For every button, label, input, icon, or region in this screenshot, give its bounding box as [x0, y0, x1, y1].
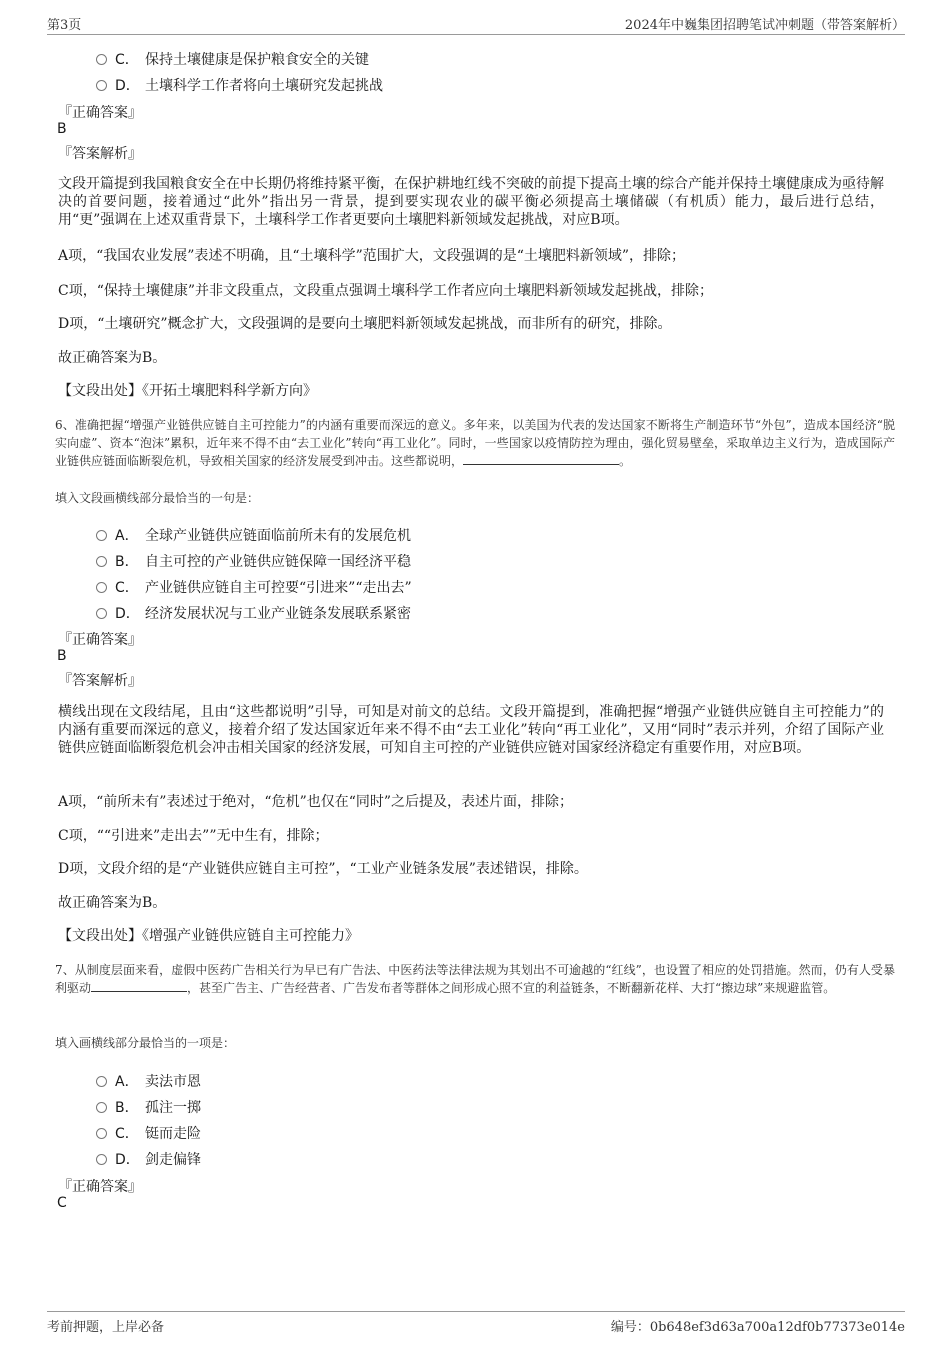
option-text: 土壤科学工作者将向土壤研究发起挑战 [145, 78, 383, 94]
q6-answer: B [57, 648, 67, 664]
page-footer [47, 1311, 905, 1336]
radio-icon[interactable] [96, 1102, 107, 1113]
option-text: 保持土壤健康是保护粮食安全的关键 [145, 52, 369, 68]
q5-note-d: D项，“土壤研究”概念扩大，文段强调的是要向土壤肥料新领域发起挑战，而非所有的研究，排除。 [58, 316, 672, 332]
q7-option-b[interactable] [96, 1097, 201, 1117]
option-text: 自主可控的产业链供应链保障一国经济平稳 [145, 554, 411, 570]
option-text: 产业链供应链自主可控要“引进来”“走出去” [145, 580, 412, 596]
q7-stem [55, 961, 895, 997]
option-text: 卖法市恩 [145, 1074, 201, 1090]
q6-option-c[interactable] [96, 577, 412, 597]
option-text: 全球产业链供应链面临前所未有的发展危机 [145, 528, 411, 544]
q6-stem-end: 。 [619, 454, 632, 468]
q6-option-d[interactable] [96, 603, 411, 623]
option-text: 孤注一掷 [145, 1100, 201, 1116]
q6-analysis-label: 『答案解析』 [58, 673, 142, 689]
radio-icon[interactable] [96, 1154, 107, 1165]
radio-icon[interactable] [96, 80, 107, 91]
option-letter: D． [115, 78, 140, 94]
q5-source: 【文段出处】《开拓土壤肥料科学新方向》 [58, 383, 317, 399]
q5-analysis: 文段开篇提到我国粮食安全在中长期仍将维持紧平衡，在保护耕地红线不突破的前提下提高土壤的综合产能并保持土壤健康成为亟待解决的首要问题，接着通过“此外”指出另一背景，提到要实现农业的碳平衡必须提高土壤储碳（有机质）能力，最后进行总结，用“更”强调在上述双重背景下，土壤科学工作者更要向土壤肥料新领域发起挑战，对应B项。 [58, 176, 884, 228]
radio-icon[interactable] [96, 530, 107, 541]
radio-icon[interactable] [96, 1128, 107, 1139]
option-letter: D． [115, 606, 140, 622]
option-letter: D． [115, 1152, 140, 1168]
q5-conclusion: 故正确答案为B。 [58, 350, 167, 366]
q6-note-d: D项，文段介绍的是“产业链供应链自主可控”，“工业产业链条发展”表述错误，排除。 [58, 861, 588, 877]
document-title: 2024年中巍集团招聘笔试冲刺题（带答案解析） [624, 18, 905, 33]
q7-stem-text-b: ，甚至广告主、广告经营者、广告发布者等群体之间形成心照不宣的利益链条，不断翻新花样、大打“擦边球”来规避监管。 [187, 981, 836, 995]
q5-option-d[interactable] [96, 75, 383, 95]
option-letter: B． [115, 1100, 139, 1116]
q6-option-b[interactable] [96, 551, 411, 571]
option-letter: A． [115, 528, 139, 544]
radio-icon[interactable] [96, 556, 107, 567]
q6-conclusion: 故正确答案为B。 [58, 895, 167, 911]
q7-option-a[interactable] [96, 1071, 201, 1091]
radio-icon[interactable] [96, 608, 107, 619]
q7-option-c[interactable] [96, 1123, 201, 1143]
q5-note-a: A项，“我国农业发展”表述不明确，且“土壤科学”范围扩大，文段强调的是“土壤肥料新领域”，排除； [58, 248, 686, 264]
q5-option-c[interactable] [96, 49, 369, 69]
q5-note-c: C项，“保持土壤健康”并非文段重点，文段重点强调土壤科学工作者应向土壤肥料新领域发起挑战，排除； [58, 283, 714, 299]
q6-note-c: C项，““引进来”走出去””无中生有，排除； [58, 828, 329, 844]
q5-analysis-label: 『答案解析』 [58, 146, 142, 162]
q6-prompt: 填入文段画横线部分最恰当的一句是： [55, 491, 260, 505]
option-letter: A． [115, 1074, 139, 1090]
q6-stem [55, 416, 895, 470]
q6-option-a[interactable] [96, 525, 411, 545]
q5-answer: B [57, 121, 67, 137]
q6-answer-label: 『正确答案』 [58, 632, 142, 648]
footer-slogan: 考前押题，上岸必备 [47, 1320, 165, 1335]
option-letter: C． [115, 580, 139, 596]
radio-icon[interactable] [96, 54, 107, 65]
page-header [47, 14, 905, 35]
page-number: 第3页 [47, 18, 82, 33]
q6-source: 【文段出处】《增强产业链供应链自主可控能力》 [58, 928, 359, 944]
option-letter: B． [115, 554, 139, 570]
option-text: 经济发展状况与工业产业链条发展联系紧密 [145, 606, 411, 622]
option-letter: C． [115, 1126, 139, 1142]
q7-answer-label: 『正确答案』 [58, 1179, 142, 1195]
q5-answer-label: 『正确答案』 [58, 105, 142, 121]
q7-stem-text-a: 7、从制度层面来看，虚假中医药广告相关行为早已有广告法、中医药法等法律法规为其划出不可逾越的“红线”，也设置了相应的处罚措施。然而，仍有人受暴利驱动 [55, 963, 895, 995]
option-text: 铤而走险 [145, 1126, 201, 1142]
q7-option-d[interactable] [96, 1149, 201, 1169]
q7-blank [91, 979, 187, 992]
radio-icon[interactable] [96, 1076, 107, 1087]
q6-analysis: 横线出现在文段结尾，且由“这些都说明”引导，可知是对前文的总结。文段开篇提到，准确把握“增强产业链供应链自主可控能力”的内涵有重要而深远的意义，接着介绍了发达国家近年来不得不由“去工业化”转向“再工业化”，又用“同时”表示并列，介绍了国际产业链供应链面临断裂危机会冲击相关国家的经济发展，可知自主可控的产业链供应链对国家经济稳定有重要作用，对应B项。 [58, 704, 884, 756]
radio-icon[interactable] [96, 582, 107, 593]
q6-note-a: A项，“前所未有”表述过于绝对，“危机”也仅在“同时”之后提及，表述片面，排除； [58, 794, 574, 810]
option-text: 剑走偏锋 [145, 1152, 201, 1168]
q7-prompt: 填入画横线部分最恰当的一项是： [55, 1036, 236, 1050]
q6-stem-text: 6、准确把握“增强产业链供应链自主可控能力”的内涵有重要而深远的意义。多年来，以美国为代表的发达国家不断将生产制造环节“外包”，造成本国经济“脱实向虚”、资本“泡沫”累积，近年来不得不由“去工业化”转向“再工业化”。同时，一些国家以疫情防控为理由，强化贸易壁垒，采取单边主义行为，造成国际产业链供应链面临断裂危机，导致相关国家的经济发展受到冲击。这些都说明， [55, 418, 895, 468]
option-letter: C． [115, 52, 139, 68]
q6-blank [463, 452, 619, 465]
document-code: 编号：0b648ef3d63a700a12df0b77373e014e [610, 1320, 905, 1335]
q7-answer: C [57, 1195, 67, 1211]
